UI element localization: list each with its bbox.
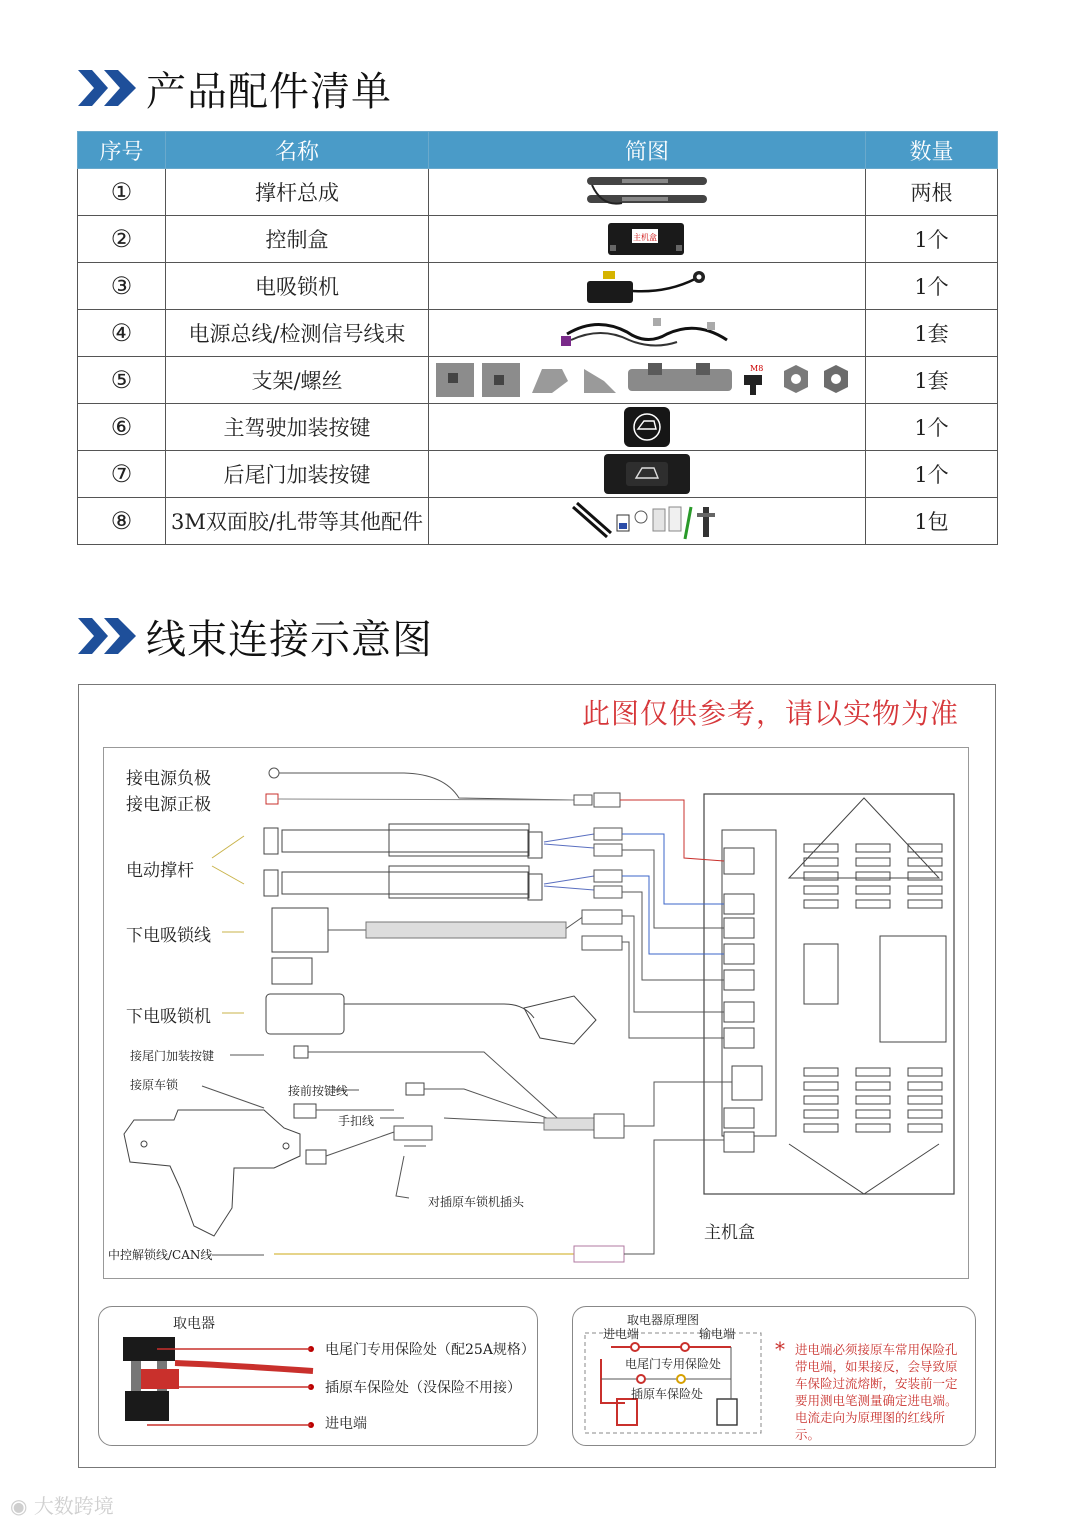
row-name: 支架/螺丝 bbox=[166, 357, 429, 404]
row-name: 后尾门加装按键 bbox=[166, 451, 429, 498]
fuse-panel-title: 取电器 bbox=[173, 1316, 215, 1332]
watermark-text: 大数跨境 bbox=[33, 1494, 114, 1518]
row-name: 主驾驶加装按键 bbox=[166, 404, 429, 451]
fuse-item-1: 电尾门专用保险处（配25A规格） bbox=[325, 1342, 535, 1358]
fuse-item-3: 进电端 bbox=[325, 1416, 367, 1432]
watermark bbox=[10, 1490, 114, 1519]
double-chevron-icon bbox=[78, 68, 140, 108]
row-name: 撑杆总成 bbox=[166, 169, 429, 216]
principle-note: 进电端必须接原车常用保险孔带电端，如果接反，会导致原车保险过流熔断，安装前一定要用测电笔测量确定进电端。电流走向为原理图的红线所示。 bbox=[795, 1342, 958, 1442]
principle-in-label: 进电端 bbox=[603, 1327, 640, 1341]
row-index: ⑥ bbox=[78, 404, 166, 451]
tail-button-icon bbox=[602, 452, 692, 496]
principle-panel bbox=[572, 1306, 976, 1446]
control-box-icon bbox=[602, 219, 692, 259]
table-row bbox=[78, 169, 998, 216]
table-header-row bbox=[78, 132, 998, 169]
row-index: ② bbox=[78, 216, 166, 263]
screw-label: M8 bbox=[750, 364, 764, 373]
label-host-box: 主机盒 bbox=[704, 1223, 755, 1243]
table-row bbox=[78, 357, 998, 404]
fuse-tap-icon bbox=[117, 1331, 317, 1441]
double-chevron-icon bbox=[78, 616, 140, 656]
reference-note: 此图仅供参考，请以实物为准 bbox=[582, 697, 960, 730]
parts-table bbox=[77, 131, 998, 545]
row-name: 3M双面胶/扎带等其他配件 bbox=[166, 498, 429, 545]
header-index: 序号 bbox=[78, 132, 166, 169]
principle-title: 取电器原理图 bbox=[627, 1313, 700, 1327]
label-electric-strut: 电动撑杆 bbox=[126, 861, 194, 881]
row-quantity: 1个 bbox=[866, 263, 998, 310]
header-name: 名称 bbox=[166, 132, 429, 169]
row-quantity: 1套 bbox=[866, 310, 998, 357]
fuse-tap-panel bbox=[98, 1306, 538, 1446]
main-button-icon bbox=[622, 405, 672, 449]
wiring-diagram bbox=[103, 747, 969, 1279]
row-quantity: 1个 bbox=[866, 404, 998, 451]
section-title-wiring bbox=[78, 606, 433, 666]
label-power-negative: 接电源负极 bbox=[126, 769, 211, 789]
row-index: ④ bbox=[78, 310, 166, 357]
label-original-lock: 接原车锁 bbox=[130, 1078, 179, 1092]
strut-icon bbox=[582, 171, 712, 213]
header-image: 简图 bbox=[429, 132, 866, 169]
section-title-text: 线束连接示意图 bbox=[146, 616, 433, 663]
row-name: 电源总线/检测信号线束 bbox=[166, 310, 429, 357]
row-index: ① bbox=[78, 169, 166, 216]
label-hand-wire: 手扣线 bbox=[338, 1114, 375, 1128]
row-index: ③ bbox=[78, 263, 166, 310]
section-title-text: 产品配件清单 bbox=[146, 68, 392, 115]
table-row bbox=[78, 498, 998, 545]
row-quantity: 两根 bbox=[866, 169, 998, 216]
row-index: ⑦ bbox=[78, 451, 166, 498]
row-index: ⑤ bbox=[78, 357, 166, 404]
bracket-icon bbox=[432, 359, 862, 401]
row-quantity: 1个 bbox=[866, 216, 998, 263]
table-row bbox=[78, 404, 998, 451]
label-latch-wire: 下电吸锁线 bbox=[126, 926, 211, 946]
control-box-label: 主机盒 bbox=[633, 233, 657, 242]
asterisk-icon: * bbox=[775, 1337, 785, 1361]
accessories-icon bbox=[567, 499, 727, 543]
fuse-item-2: 插原车保险处（没保险不用接） bbox=[325, 1380, 521, 1396]
table-row bbox=[78, 451, 998, 498]
header-quantity: 数量 bbox=[866, 132, 998, 169]
wiring-drawing bbox=[104, 748, 968, 1278]
row-name: 电吸锁机 bbox=[166, 263, 429, 310]
principle-fuse-1: 电尾门专用保险处 bbox=[625, 1357, 722, 1371]
harness-icon bbox=[557, 312, 737, 354]
label-tail-button: 接尾门加装按键 bbox=[130, 1049, 215, 1063]
principle-out-label: 输电端 bbox=[699, 1327, 736, 1341]
table-row bbox=[78, 263, 998, 310]
row-quantity: 1套 bbox=[866, 357, 998, 404]
table-row bbox=[78, 216, 998, 263]
principle-fuse-2: 插原车保险处 bbox=[631, 1387, 704, 1401]
row-quantity: 1个 bbox=[866, 451, 998, 498]
latch-icon bbox=[577, 265, 717, 307]
label-front-button: 接前按键线 bbox=[288, 1084, 349, 1098]
row-name: 控制盒 bbox=[166, 216, 429, 263]
label-plug-original: 对插原车锁机插头 bbox=[428, 1195, 525, 1209]
section-title-parts bbox=[78, 58, 392, 118]
table-row bbox=[78, 310, 998, 357]
label-latch-machine: 下电吸锁机 bbox=[126, 1007, 211, 1027]
watermark-icon: ◉ bbox=[10, 1494, 34, 1518]
row-index: ⑧ bbox=[78, 498, 166, 545]
row-quantity: 1包 bbox=[866, 498, 998, 545]
label-power-positive: 接电源正极 bbox=[126, 795, 211, 815]
label-can-line: 中控解锁线/CAN线 bbox=[108, 1248, 213, 1262]
